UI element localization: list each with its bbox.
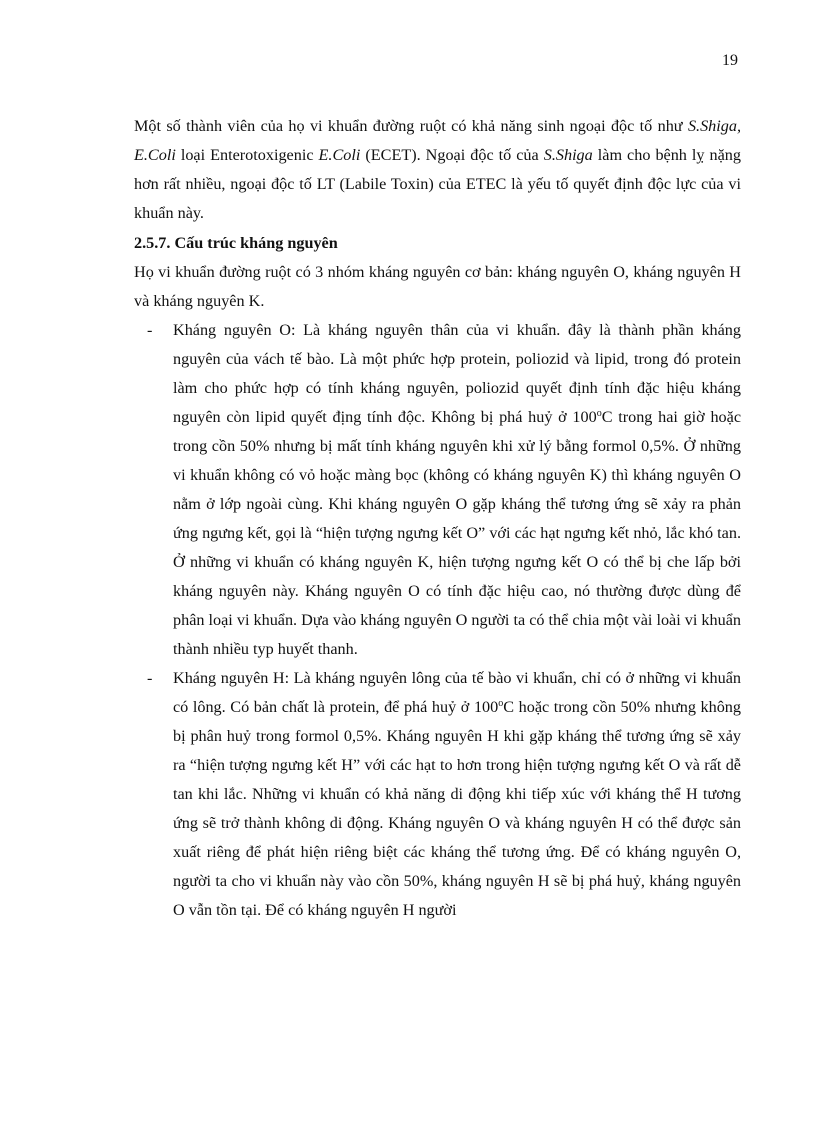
list-item-antigen-o: [134, 316, 741, 664]
intro-paragraph: [134, 112, 741, 228]
document-body: [134, 112, 741, 925]
antigen-list: [134, 316, 741, 925]
antigen-h-text: Kháng nguyên H: Là kháng nguyên lông của tế bào vi khuẩn, chỉ có ở những vi khuẩn có lông. Có bản chất là protein, để phá huỷ ở 100: [173, 669, 741, 716]
degree-superscript: o: [498, 698, 504, 709]
antigen-o-text: Kháng nguyên O: Là kháng nguyên thân của vi khuẩn. đây là thành phần kháng nguyên của vách tế bào. Là một phức hợp protein, poliozid và lipid, trong đó protein làm cho phức hợp có tính kháng nguyên, poliozid quyết định tính đặc hiệu kháng nguyên còn lipid quyết địng tính độc. Không bị phá huỷ ở 100: [173, 321, 741, 426]
intro-text: (ECET). Ngoại độc tố của: [360, 146, 544, 164]
degree-superscript: o: [596, 408, 602, 419]
page-number: 19: [722, 52, 738, 69]
section-intro-paragraph: Họ vi khuẩn đường ruột có 3 nhóm kháng nguyên cơ bản: kháng nguyên O, kháng nguyên H và kháng nguyên K.: [134, 263, 741, 310]
intro-text: làm cho bệnh lỵ nặng hơn rất nhiều, ngoại độc tố LT (Labile Toxin) của ETEC là yếu tố quyết định độc lực của vi khuẩn này.: [134, 146, 741, 222]
species-s-shiga: S.Shiga: [543, 146, 593, 164]
antigen-h-text: C hoặc trong cồn 50% nhưng không bị phân huỷ trong formol 0,5%. Kháng nguyên H khi gặp kháng thể tương ứng sẽ xảy ra “hiện tượng ngưng kết H” với các hạt to hơn trong hiện tượng ngưng kết O và rất dễ tan khi lắc. Những vi khuẩn có khả năng di động khi tiếp xúc với kháng thể H tương ứng sẽ trở thành không di động. Kháng nguyên O và kháng nguyên H có thể được sản xuất riêng để phát hiện riêng biệt các kháng thể tương ứng. Để có kháng nguyên O, người ta cho vi khuẩn này vào cồn 50%, kháng nguyên H sẽ bị phá huỷ, kháng nguyên O vẫn tồn tại. Để có kháng nguyên H người: [173, 698, 741, 919]
intro-text: loại Enterotoxigenic: [175, 146, 319, 164]
bullet-dash: -: [147, 321, 153, 339]
bullet-dash: -: [147, 669, 153, 687]
antigen-o-text: C trong hai giờ hoặc trong cồn 50% nhưng bị mất tính kháng nguyên khi xử lý bằng formol 0,5%. Ở những vi khuẩn không có vỏ hoặc màng bọc (không có kháng nguyên K) thì kháng nguyên O nằm ở lớp ngoài cùng. Khi kháng nguyên O gặp kháng thể tương ứng sẽ xảy ra phản ứng ngưng kết, gọi là “hiện tượng ngưng kết O” với các hạt ngưng kết nhỏ, lắc khó tan. Ở những vi khuẩn có kháng nguyên K, hiện tượng ngưng kết O có thể bị che lấp bởi kháng nguyên này. Kháng nguyên O có tính đặc hiệu cao, nó thường được dùng để phân loại vi khuẩn. Dựa vào kháng nguyên O người ta có thể chia một vài loài vi khuẩn thành nhiều typ huyết thanh.: [173, 408, 742, 658]
species-s-shiga: S.Shiga,: [687, 117, 741, 135]
species-e-coli: E.Coli: [318, 146, 361, 164]
intro-text: Một số thành viên của họ vi khuẩn đường ruột có khả năng sinh ngoại độc tố như: [134, 117, 688, 135]
list-item-antigen-h: [134, 664, 741, 925]
species-e-coli: E.Coli: [134, 146, 176, 164]
section-heading: 2.5.7. Cấu trúc kháng nguyên: [134, 234, 338, 252]
